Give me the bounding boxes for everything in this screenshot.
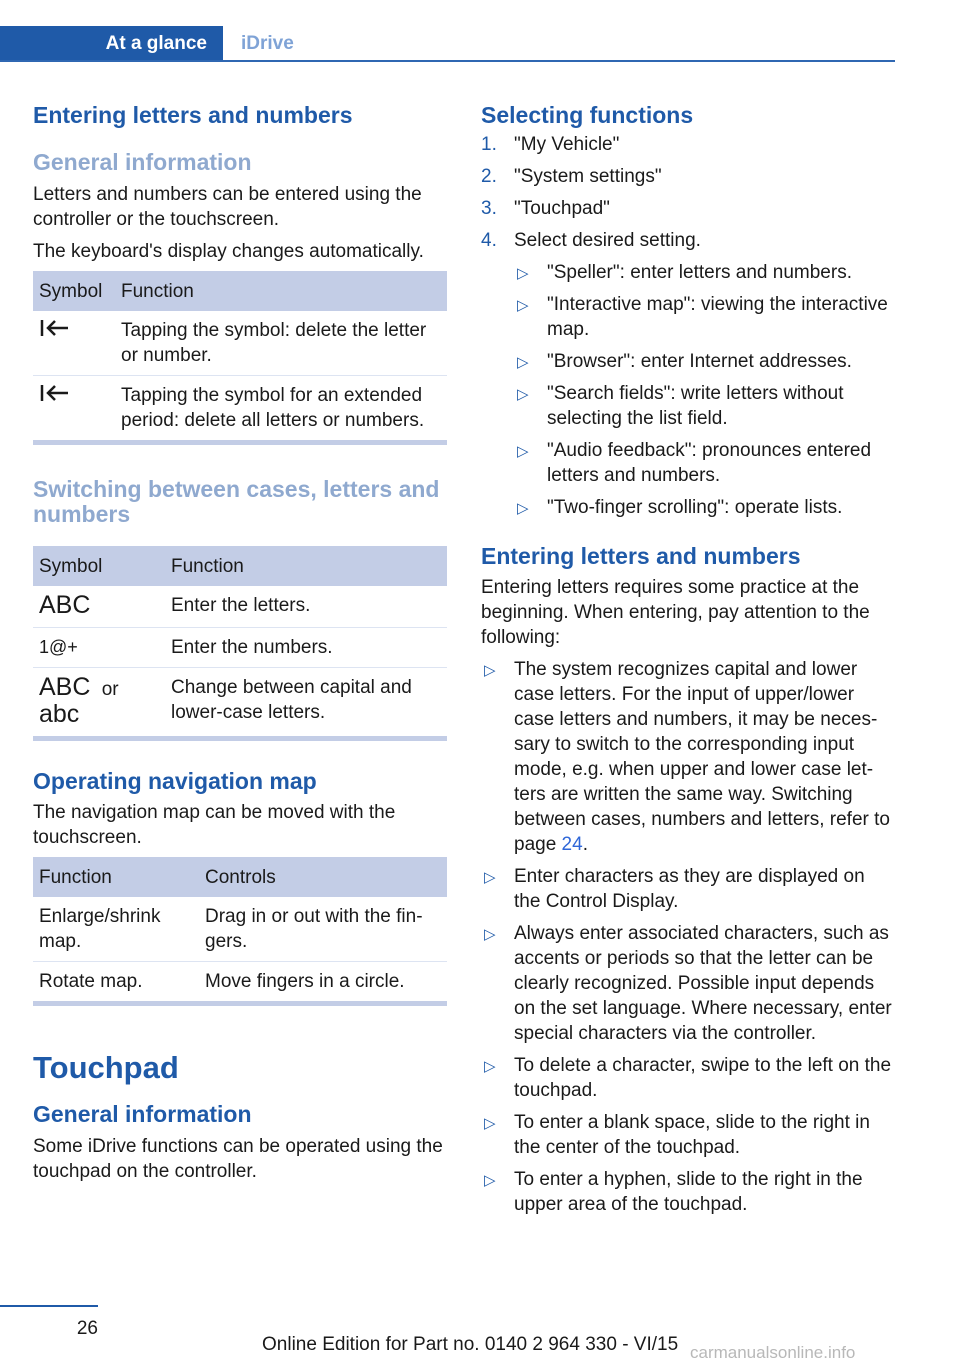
or-label: or xyxy=(101,679,119,700)
step-text: "My Vehicle" xyxy=(514,134,620,155)
heading-selecting-functions: Selecting functions xyxy=(481,102,694,128)
bullet-triangle-icon: ▷ xyxy=(484,1058,496,1075)
abc-uppercase-symbol: ABC xyxy=(39,591,91,619)
page-number: 26 xyxy=(76,1318,98,1339)
tab-idrive[interactable]: iDrive xyxy=(241,33,294,54)
table-cell-function: Tapping the symbol: delete the letter or number. xyxy=(115,311,447,376)
list-item xyxy=(481,1053,896,1103)
bullet-triangle-icon: ▷ xyxy=(484,662,496,679)
tip-text-end: . xyxy=(582,834,588,855)
list-item xyxy=(481,228,896,520)
bullet-triangle-icon: ▷ xyxy=(517,354,529,371)
table-row xyxy=(33,628,447,668)
tip-text: To delete a character, swipe to the left on the touchpad. xyxy=(514,1055,892,1101)
left-column xyxy=(33,100,447,1184)
table-header-controls: Controls xyxy=(199,857,447,897)
list-item xyxy=(514,381,896,431)
table-row xyxy=(33,668,447,737)
table-cell-symbol xyxy=(33,311,115,376)
heading-general-information-touchpad: General information xyxy=(33,1101,252,1127)
numbers-symbol: 1@+ xyxy=(39,637,78,657)
tip-text: The system recognizes capital and lower case letters. For the input of upper/lower case letters and numbers, it may be necessary to switch to the corresponding input mode, e.g. when upper and lower case letters are written the same way. Switching between cases, numbers and letters, refer to page xyxy=(514,659,890,855)
setting-text: "Speller": enter letters and numbers. xyxy=(547,262,852,283)
table-cell-function: Rotate map. xyxy=(39,971,143,992)
table-row xyxy=(33,897,447,962)
heading-touchpad: Touchpad xyxy=(33,1050,179,1085)
table-row xyxy=(33,586,447,628)
list-item xyxy=(514,495,896,520)
table-row xyxy=(33,962,447,1002)
table-cell-function: Enter the numbers. xyxy=(165,628,447,668)
table-cell-function: Enlarge/shrink map. xyxy=(33,897,199,962)
watermark: carmanualsonline.info xyxy=(690,1343,856,1362)
table-cell-symbol xyxy=(33,628,165,668)
list-item xyxy=(481,864,896,914)
paragraph-operating-map: The navigation map can be moved with the touchscreen. xyxy=(33,802,396,848)
table-header-function: Function xyxy=(115,271,447,311)
list-item xyxy=(481,1167,896,1217)
table-end-rule xyxy=(33,440,447,445)
step-text: Select desired setting. xyxy=(514,230,701,251)
heading-switching-cases: Switching between cases, letters and numbers xyxy=(33,476,440,527)
table-header-function: Function xyxy=(165,546,447,586)
table-row xyxy=(33,376,447,441)
list-item xyxy=(481,164,896,189)
setting-text: "Browser": enter Internet addresses. xyxy=(547,351,852,372)
table-cell-symbol xyxy=(33,586,165,628)
list-item xyxy=(514,349,896,374)
tip-text: To enter a hyphen, slide to the right in the upper area of the touchpad. xyxy=(514,1169,863,1215)
table-header-symbol: Symbol xyxy=(33,271,115,311)
bullet-triangle-icon: ▷ xyxy=(517,443,529,460)
step-text: "Touchpad" xyxy=(514,198,610,219)
tip-text: Enter characters as they are displayed on the Control Display. xyxy=(514,866,865,912)
list-item xyxy=(514,292,896,342)
setting-text: "Audio feedback": pronounces entered letters and numbers. xyxy=(547,440,872,486)
paragraph-entering-letters: Entering letters requires some practice at the beginning. When entering, pay attention to the following: xyxy=(481,577,870,648)
bullet-triangle-icon: ▷ xyxy=(484,1115,496,1132)
delete-icon xyxy=(39,383,71,403)
list-item xyxy=(481,921,896,1046)
right-column xyxy=(481,100,896,1224)
paragraph-general-1: Letters and numbers can be entered using the controller or the touchscreen. xyxy=(33,184,422,230)
table-cell-function: Enter the letters. xyxy=(165,586,447,628)
step-number: 4. xyxy=(481,230,497,251)
tip-text: Always enter associated characters, such as accents or periods so that the letter can be clearly recognized. Possible input depends on the set language. Where necessary, enter special characters via the controller. xyxy=(514,923,892,1044)
table-cell-function: Tapping the symbol for an extended period: delete all letters or numbers. xyxy=(121,385,425,431)
tips-list xyxy=(481,657,896,1217)
abc-uppercase-symbol: ABC xyxy=(39,673,91,701)
list-item xyxy=(514,438,896,488)
list-item xyxy=(514,260,896,285)
settings-list xyxy=(514,260,896,520)
tab-at-a-glance[interactable]: At a glance xyxy=(0,26,223,62)
table-end-rule xyxy=(33,1001,447,1006)
table-cell-symbol xyxy=(33,668,165,737)
step-text: "System settings" xyxy=(514,166,662,187)
table-header-function: Function xyxy=(33,857,199,897)
list-item xyxy=(481,657,896,857)
table-row xyxy=(33,311,447,376)
table-map-controls xyxy=(33,857,447,1001)
page-link[interactable]: 24 xyxy=(561,834,583,855)
top-nav-bar xyxy=(0,26,895,62)
heading-operating-map: Operating navigation map xyxy=(33,768,317,794)
paragraph-touchpad: Some iDrive functions can be operated using the touchpad on the controller. xyxy=(33,1136,443,1182)
footer-rule xyxy=(0,1305,98,1307)
step-number: 1. xyxy=(481,134,497,155)
edition-text: Online Edition for Part no. 0140 2 964 330 - VI/15 xyxy=(262,1334,679,1355)
heading-general-information: General information xyxy=(33,149,252,175)
step-number: 3. xyxy=(481,198,497,219)
step-number: 2. xyxy=(481,166,497,187)
table-cell-controls: Move fingers in a circle. xyxy=(205,971,405,992)
table-end-rule xyxy=(33,736,447,741)
list-item xyxy=(481,132,896,157)
abc-lowercase-symbol: abc xyxy=(39,700,80,728)
list-item xyxy=(481,1110,896,1160)
heading-entering-letters: Entering letters and numbers xyxy=(33,102,353,128)
setting-text: "Search fields": write letters without selecting the list field. xyxy=(547,383,844,429)
table-delete-symbols xyxy=(33,271,447,440)
bullet-triangle-icon: ▷ xyxy=(517,265,529,282)
bullet-triangle-icon: ▷ xyxy=(517,386,529,403)
table-cell-symbol xyxy=(33,376,115,441)
delete-icon xyxy=(39,318,71,338)
tip-text: To enter a blank space, slide to the right in the center of the touchpad. xyxy=(514,1112,870,1158)
setting-text: "Interactive map": viewing the interactive map. xyxy=(547,294,888,340)
bullet-triangle-icon: ▷ xyxy=(517,297,529,314)
bullet-triangle-icon: ▷ xyxy=(484,869,496,886)
heading-entering-letters-2: Entering letters and numbers xyxy=(481,543,801,569)
list-item xyxy=(481,196,896,221)
bullet-triangle-icon: ▷ xyxy=(484,926,496,943)
table-cell-controls: Drag in or out with the fingers. xyxy=(199,897,447,962)
bullet-triangle-icon: ▷ xyxy=(517,500,529,517)
steps-list xyxy=(481,132,896,520)
setting-text: "Two-finger scrolling": operate lists. xyxy=(547,497,843,518)
table-switching-symbols xyxy=(33,546,447,736)
paragraph-general-2: The keyboard's display changes automatically. xyxy=(33,241,424,262)
header-rule xyxy=(0,60,895,62)
table-cell-function: Change between capital and lower-case letters. xyxy=(171,677,412,723)
table-header-symbol: Symbol xyxy=(33,546,165,586)
bullet-triangle-icon: ▷ xyxy=(484,1172,496,1189)
